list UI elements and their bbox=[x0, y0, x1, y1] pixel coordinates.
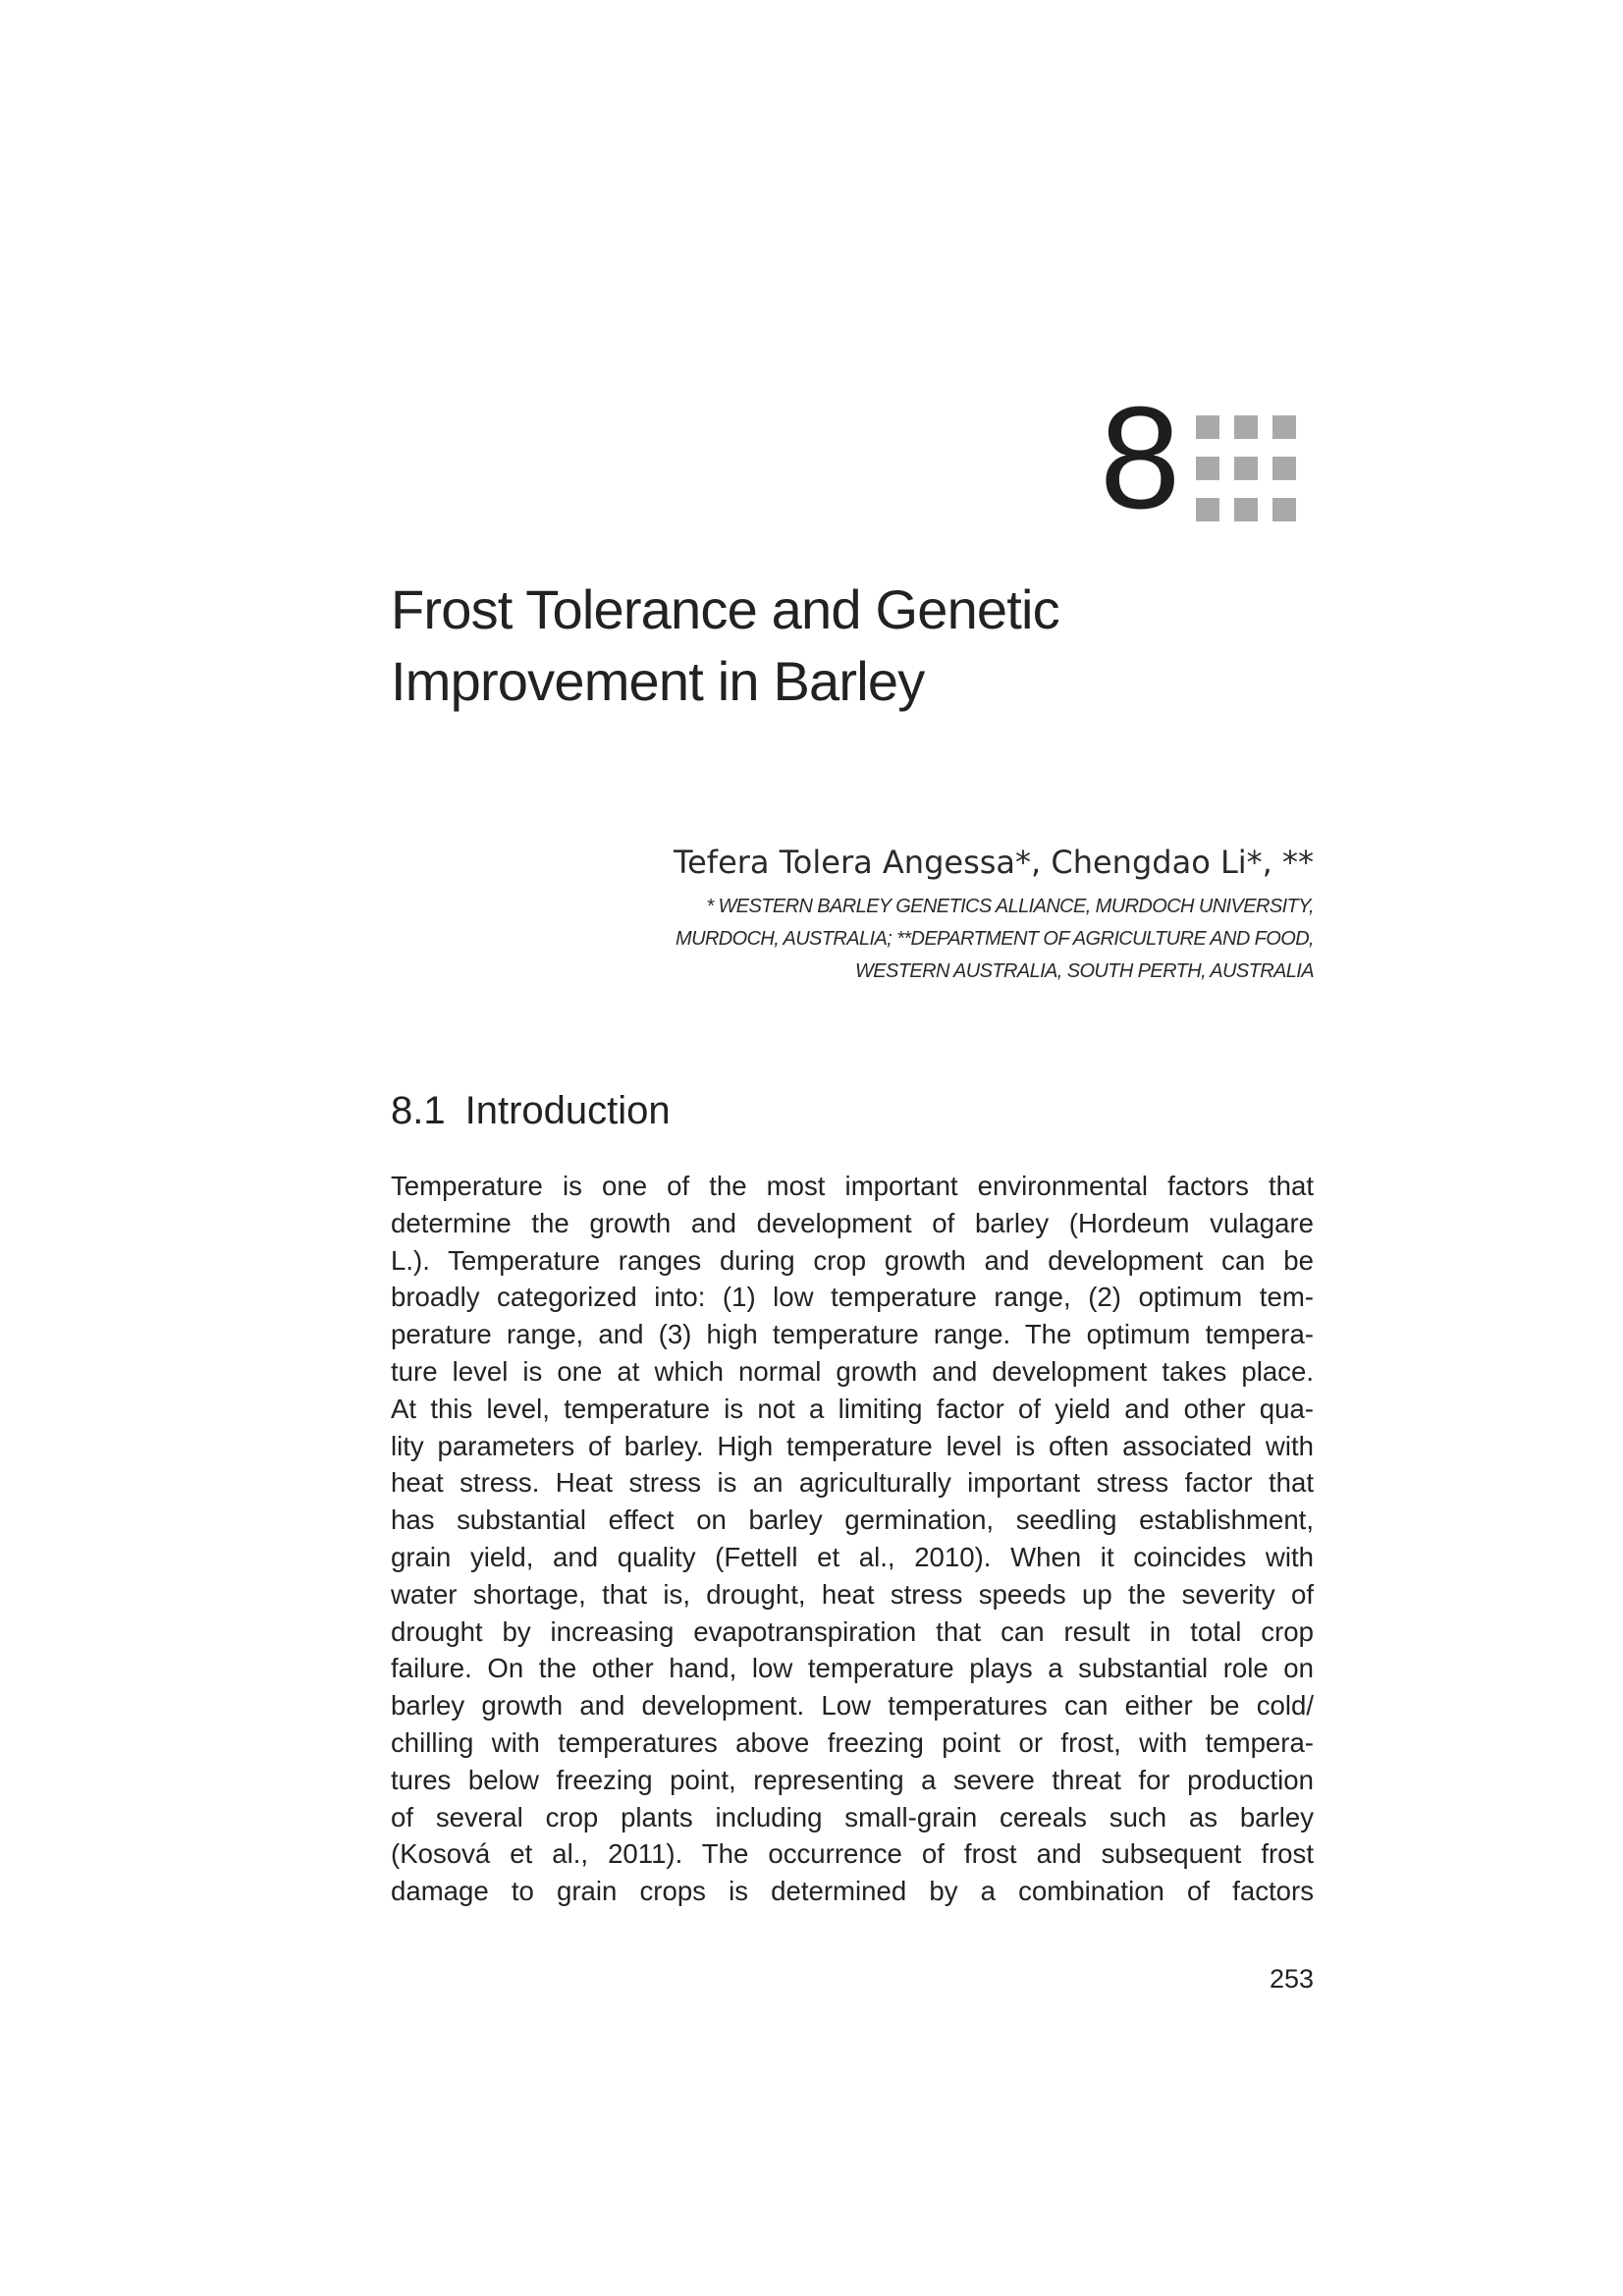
ornament-square bbox=[1234, 498, 1258, 521]
ornament-square bbox=[1234, 415, 1258, 439]
author-list: Tefera Tolera Angessa*, Chengdao Li*, ** bbox=[674, 844, 1314, 881]
page-number: 253 bbox=[1269, 1964, 1314, 1994]
body-line: broadly categorized into: (1) low temperature range, (2) optimum tem- bbox=[391, 1282, 1314, 1313]
section-title: Introduction bbox=[464, 1089, 671, 1132]
section-heading bbox=[391, 1086, 1274, 1135]
chapter-title-line-2: Improvement in Barley bbox=[391, 650, 925, 712]
ornament-square bbox=[1272, 415, 1296, 439]
body-line: water shortage, that is, drought, heat stress speeds up the severity of bbox=[391, 1578, 1314, 1610]
body-line: At this level, temperature is not a limiting factor of yield and other qua- bbox=[391, 1393, 1314, 1424]
ornament-square bbox=[1196, 415, 1219, 439]
ornament-square bbox=[1196, 498, 1219, 521]
body-line: damage to grain crops is determined by a combination of factors bbox=[391, 1876, 1314, 1907]
body-paragraph bbox=[391, 1168, 1314, 1910]
body-line: grain yield, and quality (Fettell et al., 2010). When it coincides with bbox=[391, 1541, 1314, 1572]
author-affiliations bbox=[430, 891, 1314, 988]
body-line: drought by increasing evapotranspiration that can result in total crop bbox=[391, 1615, 1314, 1647]
affiliation-line-3: WESTERN AUSTRALIA, SOUTH PERTH, AUSTRALIA bbox=[855, 960, 1314, 982]
body-line: perature range, and (3) high temperature range. The optimum tempera- bbox=[391, 1319, 1314, 1350]
body-line: chilling with temperatures above freezing point or frost, with tempera- bbox=[391, 1726, 1314, 1758]
body-line: has substantial effect on barley germination, seedling establishment, bbox=[391, 1504, 1314, 1536]
body-line: ture level is one at which normal growth and development takes place. bbox=[391, 1355, 1314, 1387]
ornament-square bbox=[1272, 498, 1296, 521]
body-line: (Kosová et al., 2011). The occurrence of frost and subsequent frost bbox=[391, 1838, 1314, 1870]
body-line: of several crop plants including small-grain cereals such as barley bbox=[391, 1801, 1314, 1832]
body-line: failure. On the other hand, low temperature plays a substantial role on bbox=[391, 1653, 1314, 1684]
body-line: lity parameters of barley. High temperature level is often associated with bbox=[391, 1430, 1314, 1461]
chapter-ornament-grid bbox=[1196, 415, 1296, 521]
body-line: barley growth and development. Low temperatures can either be cold/ bbox=[391, 1690, 1314, 1722]
ornament-square bbox=[1196, 457, 1219, 480]
section-number: 8.1 bbox=[391, 1089, 446, 1132]
chapter-title-line-1: Frost Tolerance and Genetic bbox=[391, 578, 1059, 640]
chapter-title bbox=[391, 574, 1274, 717]
body-line: determine the growth and development of barley (Hordeum vulagare bbox=[391, 1207, 1314, 1238]
body-line: Temperature is one of the most important environmental factors that bbox=[391, 1171, 1314, 1201]
body-line: tures below freezing point, representing a severe threat for production bbox=[391, 1764, 1314, 1795]
ornament-square bbox=[1234, 457, 1258, 480]
affiliation-line-2: MURDOCH, AUSTRALIA; **DEPARTMENT OF AGRICULTURE AND FOOD, bbox=[676, 928, 1314, 950]
affiliation-line-1: * WESTERN BARLEY GENETICS ALLIANCE, MURDOCH UNIVERSITY, bbox=[706, 896, 1314, 917]
ornament-square bbox=[1272, 457, 1296, 480]
chapter-number: 8 bbox=[1100, 377, 1179, 539]
body-line: L.). Temperature ranges during crop growth and development can be bbox=[391, 1244, 1314, 1276]
body-line: heat stress. Heat stress is an agriculturally important stress factor that bbox=[391, 1467, 1314, 1499]
